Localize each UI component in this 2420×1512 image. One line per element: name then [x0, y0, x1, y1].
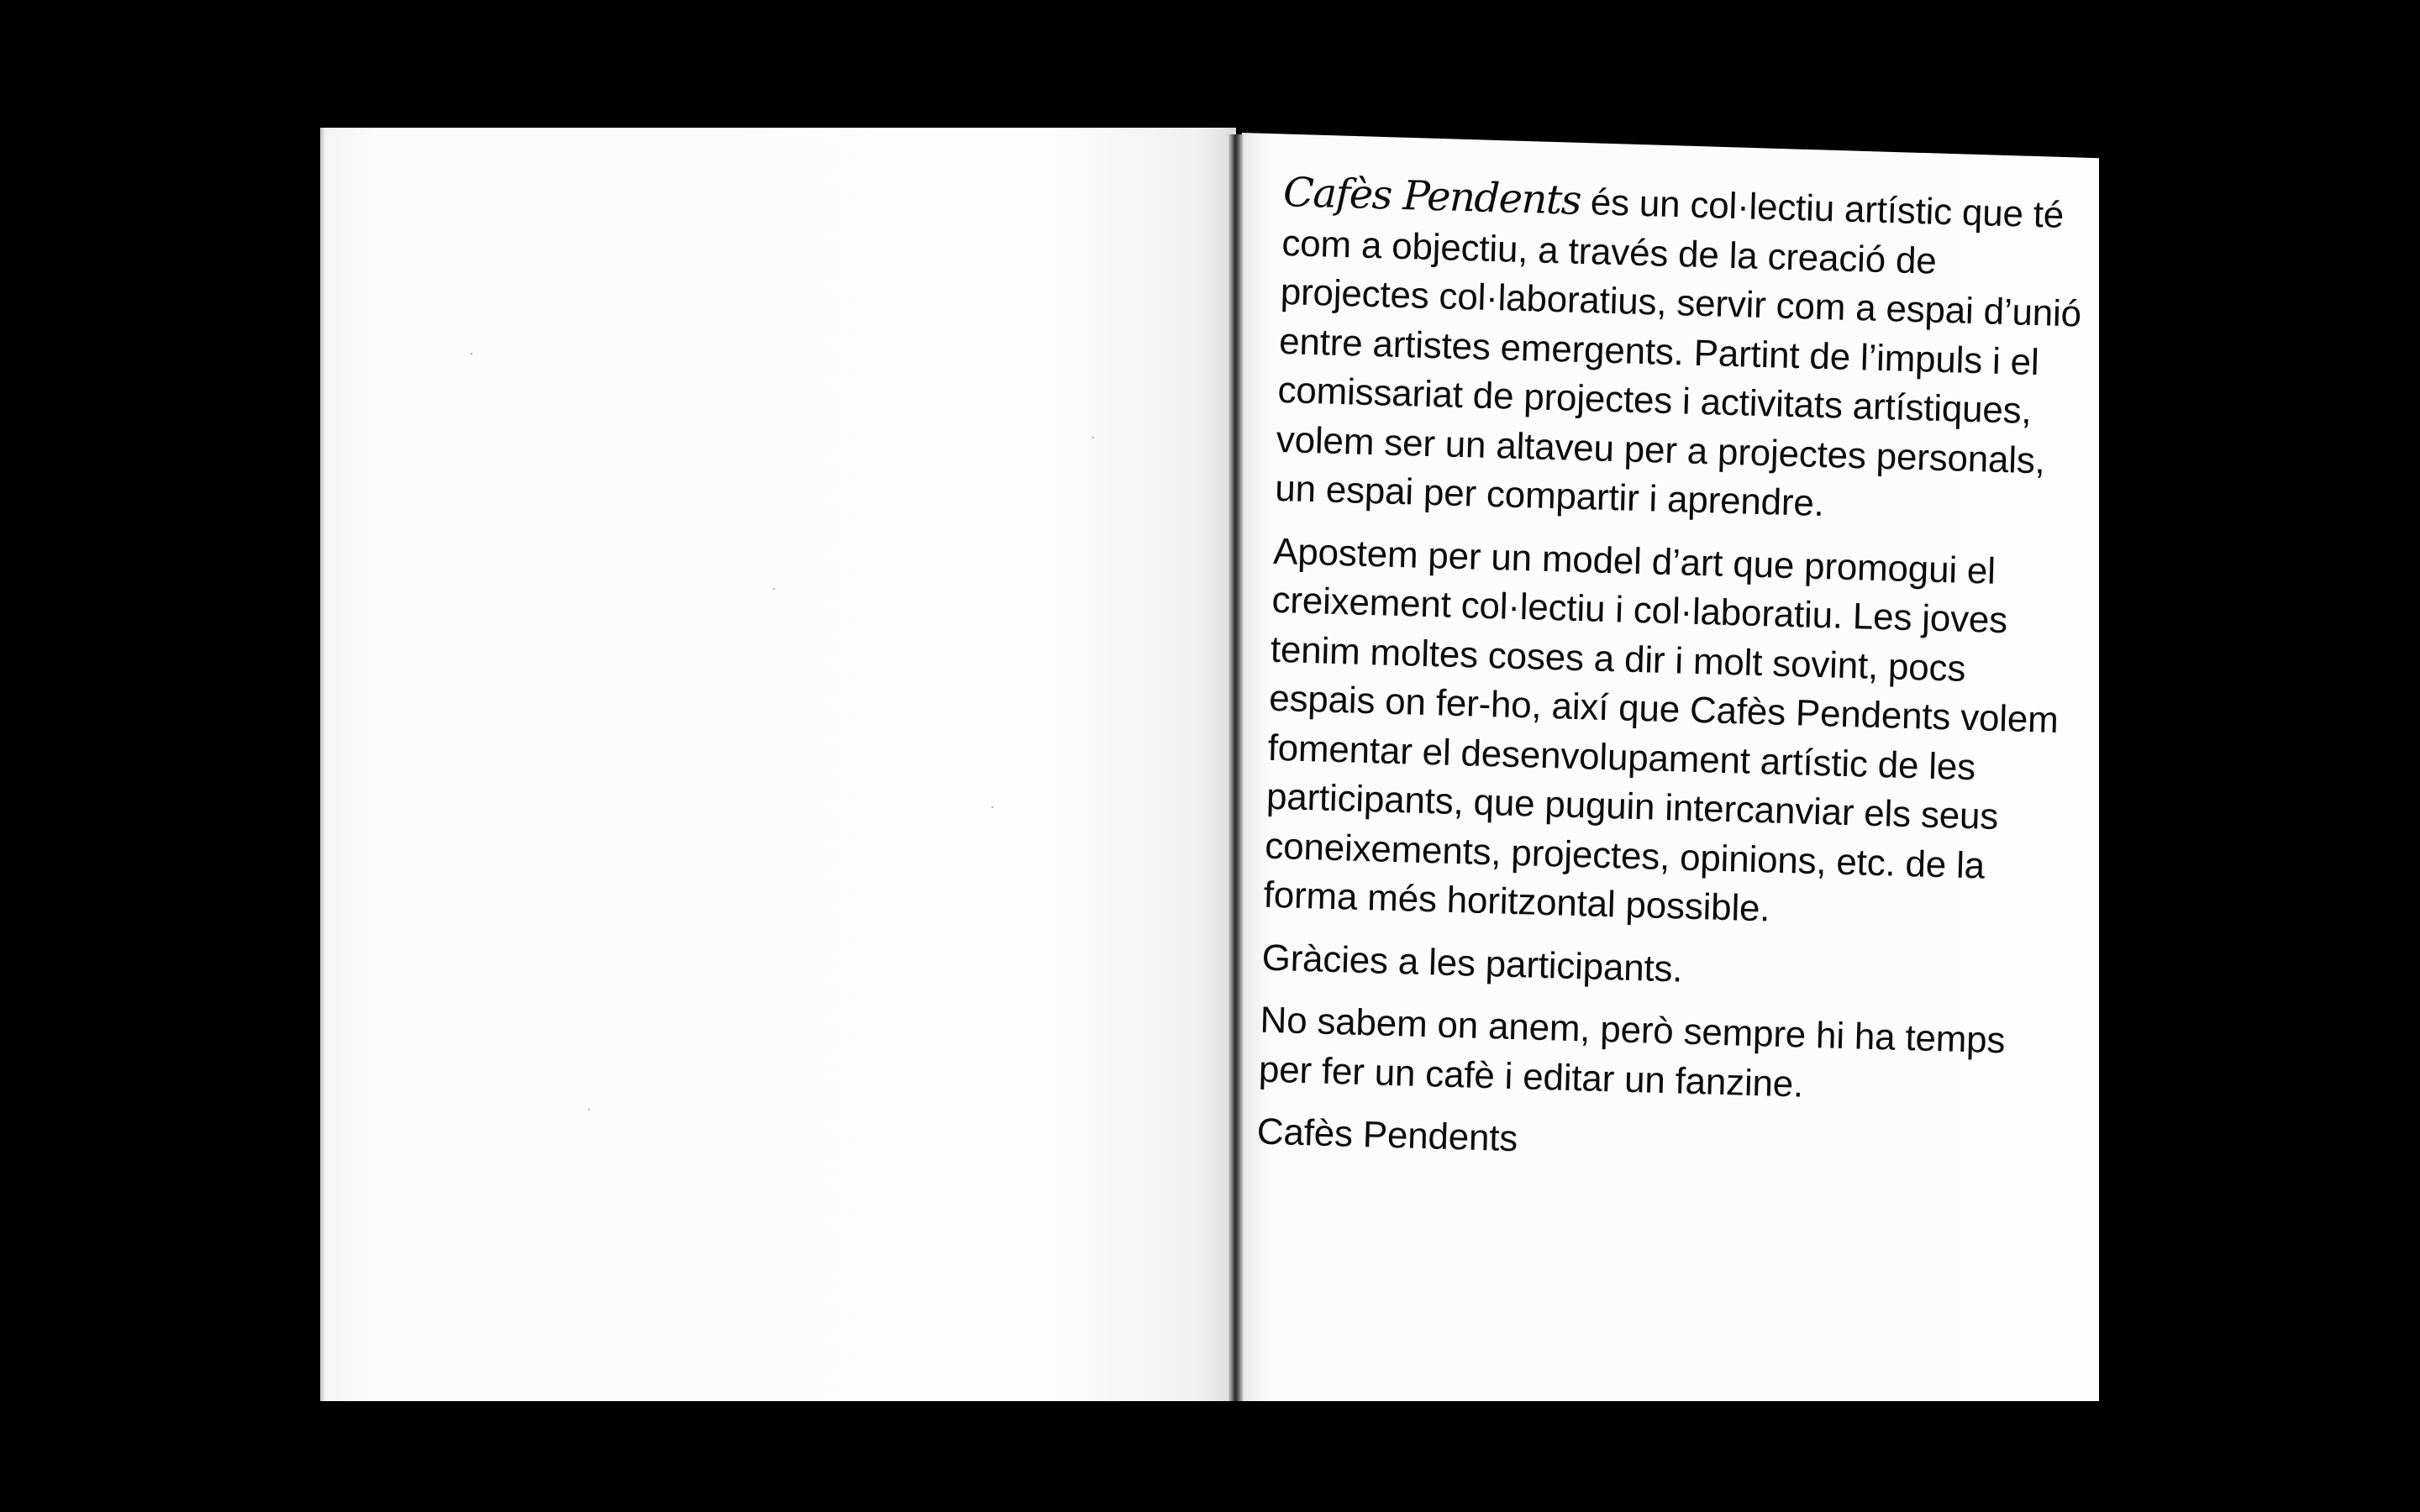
- intro-text: és un col·lectiu artístic que té com a objectiu, a través de la creació de projectes col·laboratius, servir com a espai d’unió entre artistes emergents. Partint de l’impuls i el comissariat de projectes i activitats artístiques, volem ser un altaveu per a projectes personals, un espai per compartir i aprendre.: [1274, 181, 2082, 525]
- paper-speck: [773, 588, 775, 590]
- paper-speck: [992, 806, 993, 808]
- paper-speck: [471, 353, 472, 354]
- collective-name-italic: Cafès Pendents: [1282, 168, 1581, 224]
- paragraph-model: Apostem per un model d’art que promogui el creixement col·lectiu i col·laboratiu. Les joves tenim moltes coses a dir i molt sovint, pocs espais on fer-ho, així que Cafès Pendents volem fomentar el desenvolupament artístic de les participants, que puguin intercanviar els seus coneixements, projectes, opinions, etc. de la forma més horitzontal possible.: [1263, 530, 2060, 930]
- left-page-blank: [320, 128, 1236, 1401]
- paragraph-closing: No sabem on anem, però sempre hi ha temps per fer un cafè i editar un fanzine.: [1258, 999, 2006, 1105]
- paragraph-intro: [1275, 168, 2091, 536]
- paper-speck: [1092, 437, 1094, 438]
- colophon-text: [1256, 168, 2091, 1193]
- left-page-edge: [320, 128, 325, 1401]
- paragraph-thanks: Gràcies a les participants.: [1261, 937, 1684, 990]
- book-gutter: [1228, 134, 1244, 1401]
- paper-speck: [588, 1109, 590, 1110]
- signature: Cafès Pendents: [1256, 1110, 1518, 1160]
